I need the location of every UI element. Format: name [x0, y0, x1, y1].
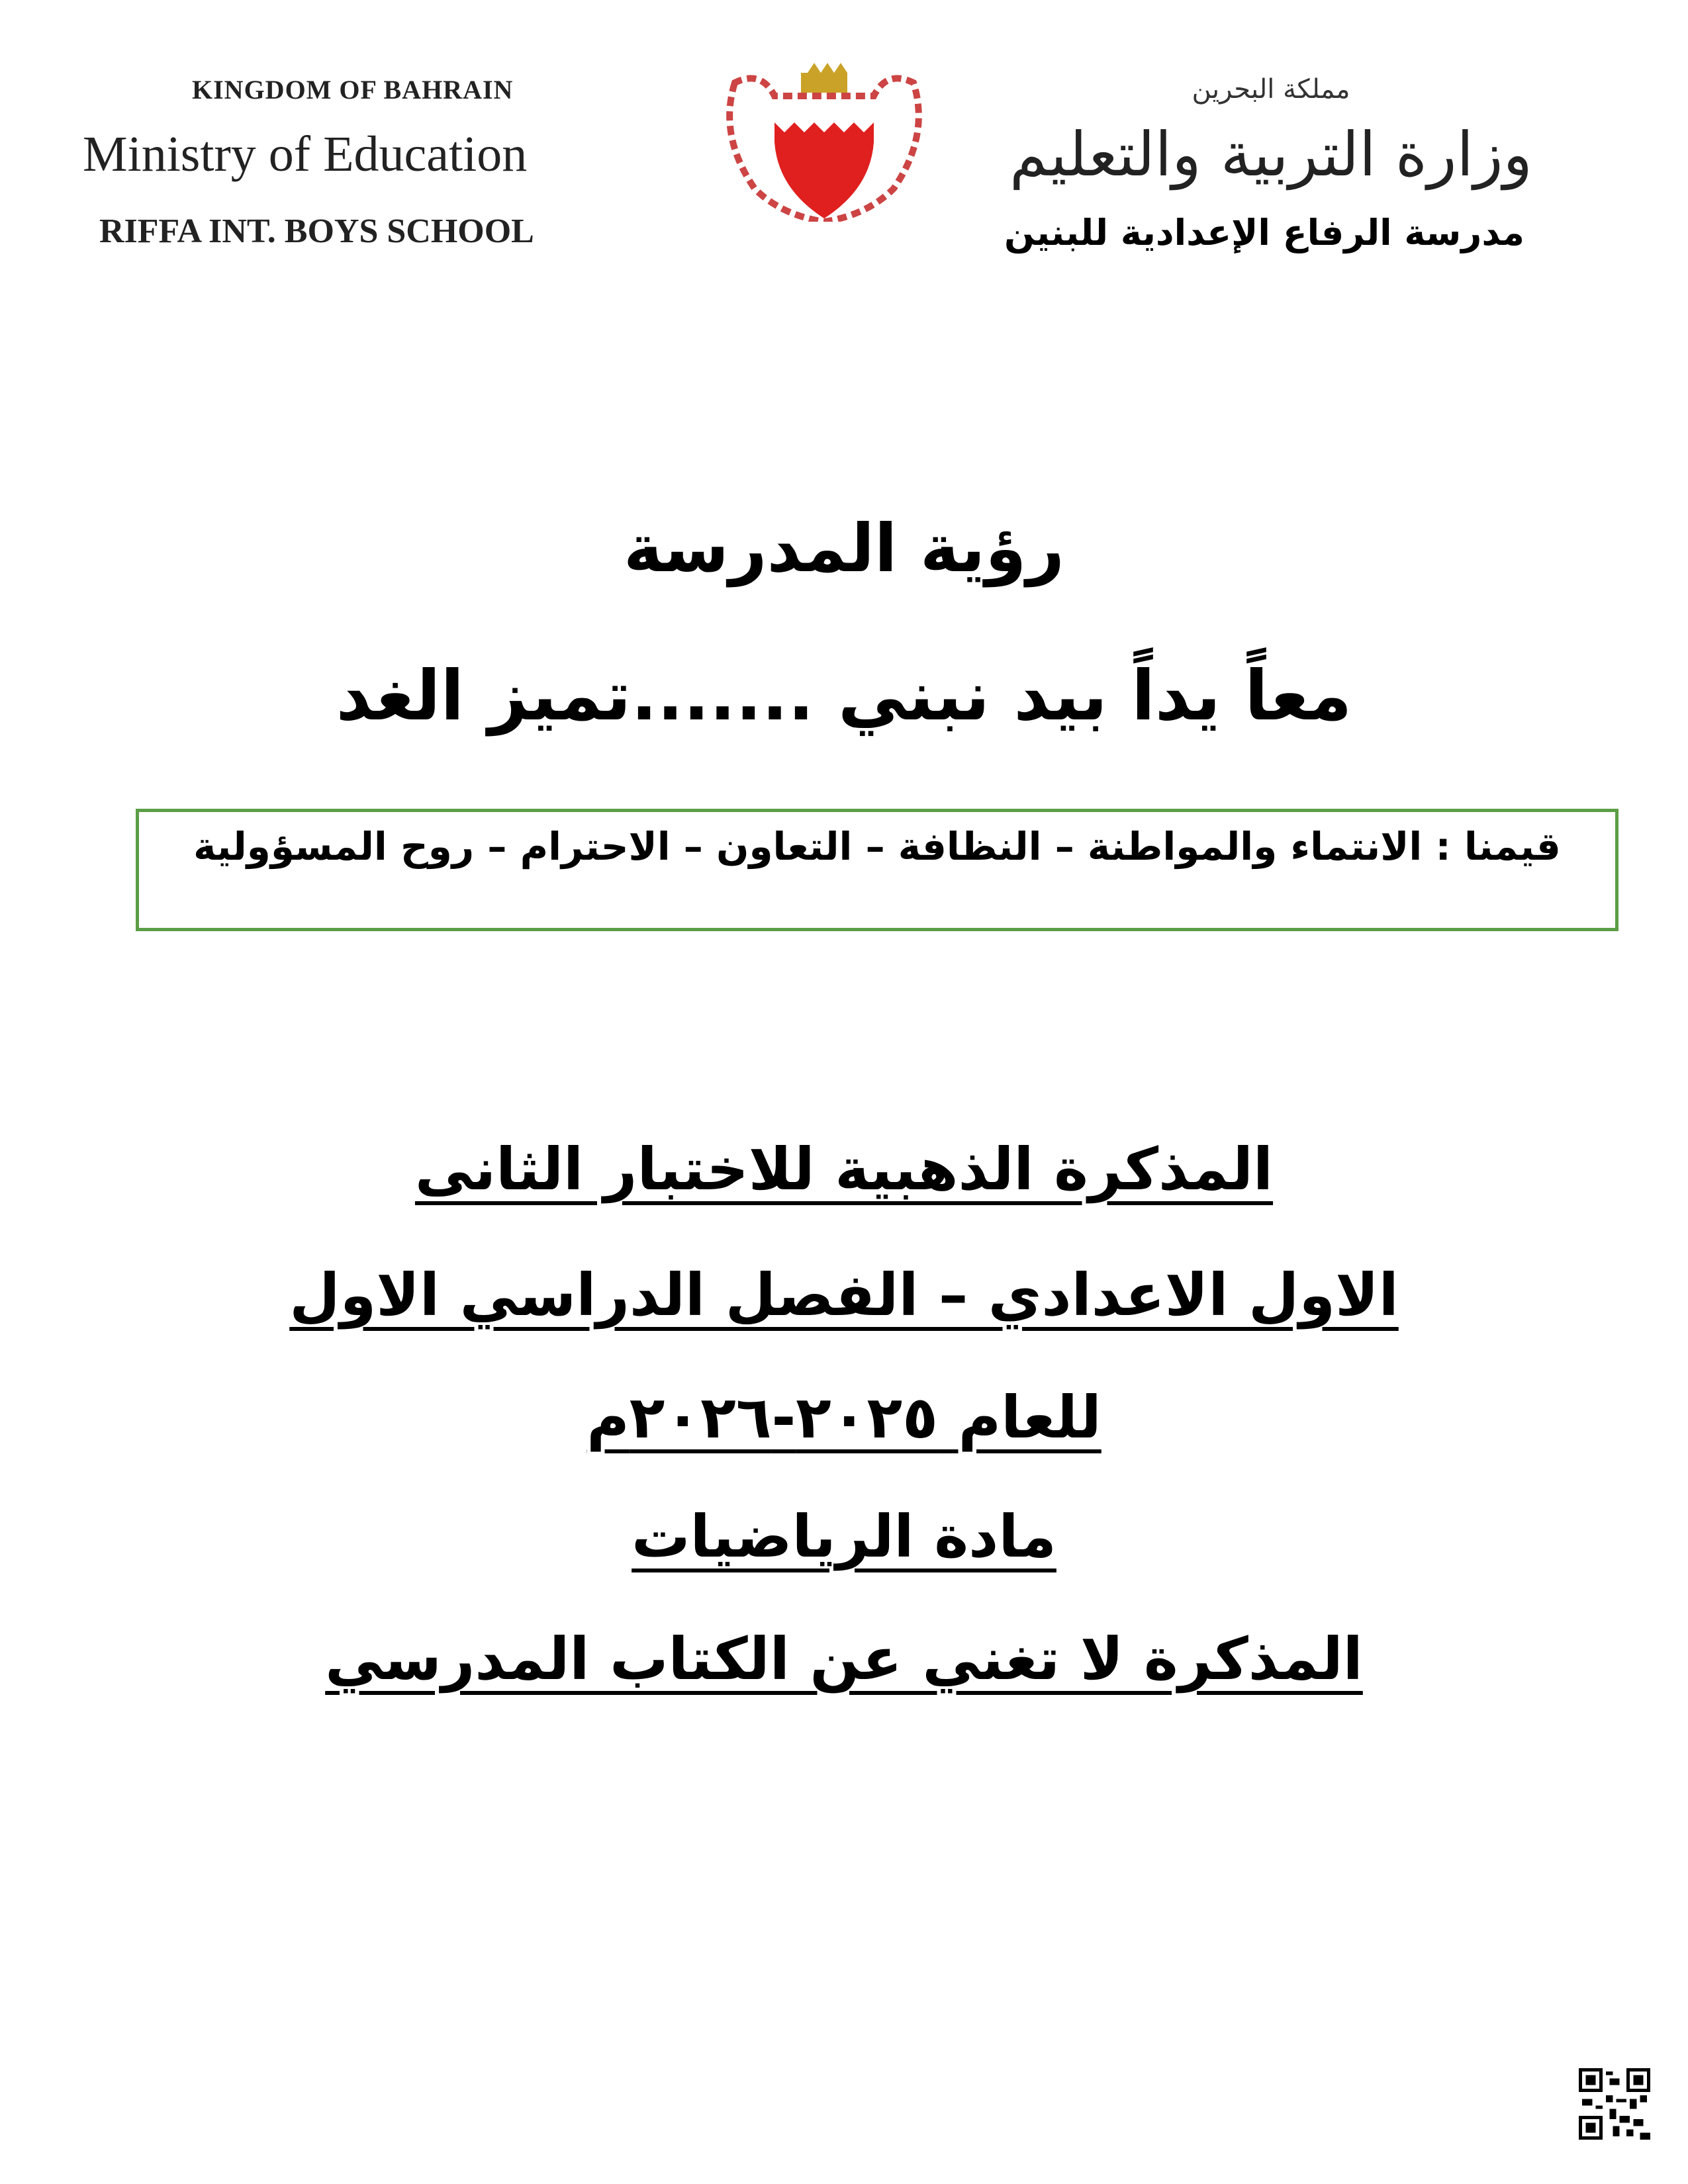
values-text: قيمنا : الانتماء والمواطنة – النظافة – التعاون – الاحترام – روح المسؤولية: [193, 824, 1561, 869]
heading-disclaimer: [0, 1625, 1688, 1693]
kingdom-ar-label: مملكة البحرين: [1192, 74, 1350, 105]
heading-text: مادة الرياضيات: [632, 1502, 1056, 1570]
ministry-en-label: Ministry of Education: [83, 126, 528, 182]
school-en-label: RIFFA INT. BOYS SCHOOL: [99, 212, 534, 250]
heading-text: للعام ٢٠٢٥-٢٠٢٦م: [586, 1383, 1102, 1451]
heading-text: المذكرة لا تغني عن الكتاب المدرسي: [325, 1625, 1363, 1693]
heading-subject: [0, 1502, 1688, 1570]
heading-grade-term: [0, 1261, 1688, 1329]
qr-code-icon: [1579, 2068, 1650, 2140]
heading-year: [0, 1383, 1688, 1451]
heading-golden-notes: [0, 1135, 1688, 1203]
ministry-ar-label: وزارة التربية والتعليم: [1009, 119, 1532, 190]
bahrain-crest-logo: [715, 56, 933, 222]
vision-title: رؤية المدرسة: [624, 510, 1064, 587]
vision-text: معاً يداً بيد نبني .......تميز الغد: [336, 655, 1352, 736]
school-ar-label: مدرسة الرفاع الإعدادية للبنين: [1004, 212, 1524, 253]
heading-text: الاول الاعدادي – الفصل الدراسي الاول: [289, 1261, 1399, 1329]
heading-text: المذكرة الذهبية للاختبار الثانى: [414, 1135, 1274, 1203]
kingdom-en-label: KINGDOM OF BAHRAIN: [192, 75, 514, 105]
